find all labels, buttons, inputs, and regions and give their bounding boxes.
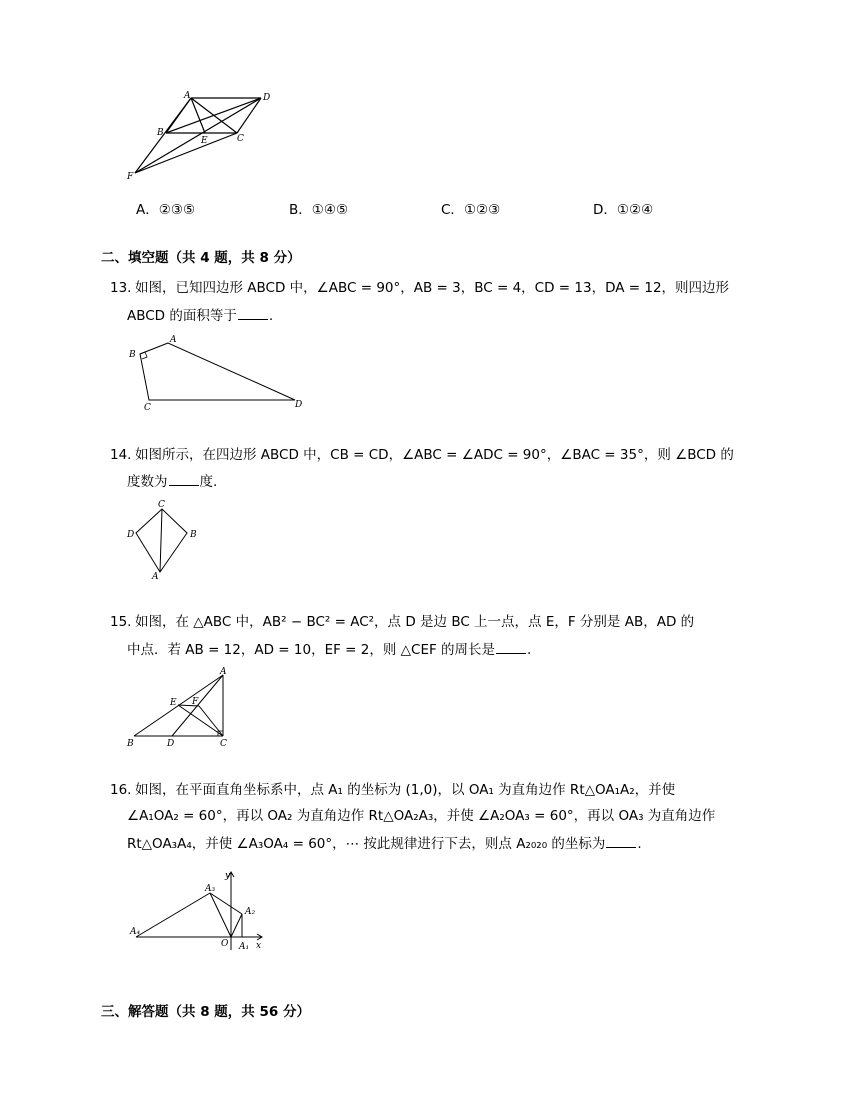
fig14-label-C: C — [158, 500, 165, 510]
q15-line2-text: 中点．若 AB = 12，AD = 10，EF = 2，则 △CEF 的周长是 — [127, 642, 496, 658]
q16-line3 — [127, 833, 642, 854]
q14-line1: 如图所示，在四边形 ABCD 中，CB = CD，∠ABC = ∠ADC = 90°，∠BAC = 35°，则 ∠BCD 的 — [135, 447, 734, 463]
q15-line2 — [127, 639, 531, 660]
fig16-label-A2: A₂ — [245, 907, 256, 917]
fig15-label-C: C — [220, 739, 227, 748]
q16-line3-text: Rt△OA₃A₄，并使 ∠A₃OA₄ = 60°，⋯ 按此规律进行下去，则点 A₂₀₂₀ 的坐标为 — [127, 836, 606, 852]
option-letter: D． — [593, 202, 617, 218]
option-b — [289, 198, 348, 218]
q15-line1: 如图，在 △ABC 中，AB² − BC² = AC²，点 D 是边 BC 上一点，点 E，F 分别是 AB，AD 的 — [135, 614, 695, 630]
fig15-label-B: B — [127, 739, 134, 748]
option-value: ①②③ — [463, 202, 501, 218]
fig15-label-E: E — [170, 698, 177, 708]
fig12-label-D: D — [263, 93, 271, 103]
option-letter: C． — [441, 202, 464, 218]
answer-blank — [169, 471, 199, 486]
fig12-label-A: A — [184, 91, 191, 101]
q15-line2-end: . — [527, 642, 532, 658]
answer-blank — [496, 639, 526, 654]
fig15-label-D: D — [167, 739, 175, 748]
q16-line1: 如图，在平面直角坐标系中，点 A₁ 的坐标为 (1,0)，以 OA₁ 为直角边作 Rt△OA₁A₂，并使 — [135, 782, 676, 798]
fig16-label-A4: A₄ — [130, 927, 141, 937]
q15-number: 15. — [110, 614, 132, 630]
option-value: ①②④ — [616, 202, 654, 218]
q16-line2: ∠A₁OA₂ = 60°，再以 OA₂ 为直角边作 Rt△OA₂A₃，并使 ∠A₂OA₃ = 60°，再以 OA₃ 为直角边作 — [127, 808, 716, 824]
option-c — [441, 198, 500, 218]
q16-number: 16. — [110, 782, 132, 798]
fig16-label-x: x — [256, 941, 262, 951]
fig13-label-A: A — [170, 335, 177, 345]
fig13-label-B: B — [129, 350, 136, 360]
figure-q13 — [125, 332, 310, 414]
fig15-label-A: A — [220, 667, 227, 677]
q14-line2-end: 度. — [199, 474, 218, 490]
fig12-label-B: B — [157, 128, 164, 138]
fig16-label-O: O — [221, 939, 229, 949]
figure-q16 — [126, 868, 271, 954]
q14-line2 — [127, 471, 217, 492]
section-heading-2: 二、填空题（共 4 题，共 8 分） — [101, 250, 301, 266]
fig12-label-E: E — [201, 136, 208, 146]
fig14-label-D: D — [127, 530, 135, 540]
fig14-label-B: B — [190, 530, 197, 540]
figure-q12 — [125, 88, 275, 183]
fig12-label-F: F — [127, 172, 134, 182]
fig13-label-C: C — [144, 403, 151, 413]
section-heading-3: 三、解答题（共 8 题，共 56 分） — [101, 1004, 310, 1020]
q13-line2-end: . — [268, 308, 274, 324]
fig15-label-F: F — [192, 697, 199, 707]
q14-line2-text: 度数为 — [127, 474, 168, 490]
fig16-label-A1: A₁ — [239, 942, 250, 952]
option-letter: A． — [136, 202, 159, 218]
fig16-label-y: y — [225, 871, 231, 881]
figure-q14 — [125, 497, 205, 583]
fig16-label-A3: A₃ — [205, 884, 216, 894]
answer-blank — [606, 833, 636, 848]
fig12-label-C: C — [237, 134, 244, 144]
fig14-label-A: A — [152, 572, 159, 582]
fig13-label-D: D — [295, 400, 303, 410]
q13-line1: 如图，已知四边形 ABCD 中，∠ABC = 90°，AB = 3，BC = 4，CD = 13，DA = 12，则四边形 — [135, 280, 730, 296]
q16-line3-end: . — [637, 836, 642, 852]
option-value: ②③⑤ — [158, 202, 196, 218]
answer-blank — [238, 305, 268, 320]
option-d — [593, 198, 653, 218]
option-value: ①④⑤ — [311, 202, 349, 218]
q14-number: 14. — [110, 447, 132, 463]
q13-line2-text: ABCD 的面积等于 — [127, 308, 237, 324]
q13-number: 13. — [110, 280, 132, 296]
figure-q15 — [122, 666, 237, 748]
q13-line2 — [127, 305, 273, 326]
option-a — [136, 198, 195, 218]
option-letter: B． — [289, 202, 312, 218]
